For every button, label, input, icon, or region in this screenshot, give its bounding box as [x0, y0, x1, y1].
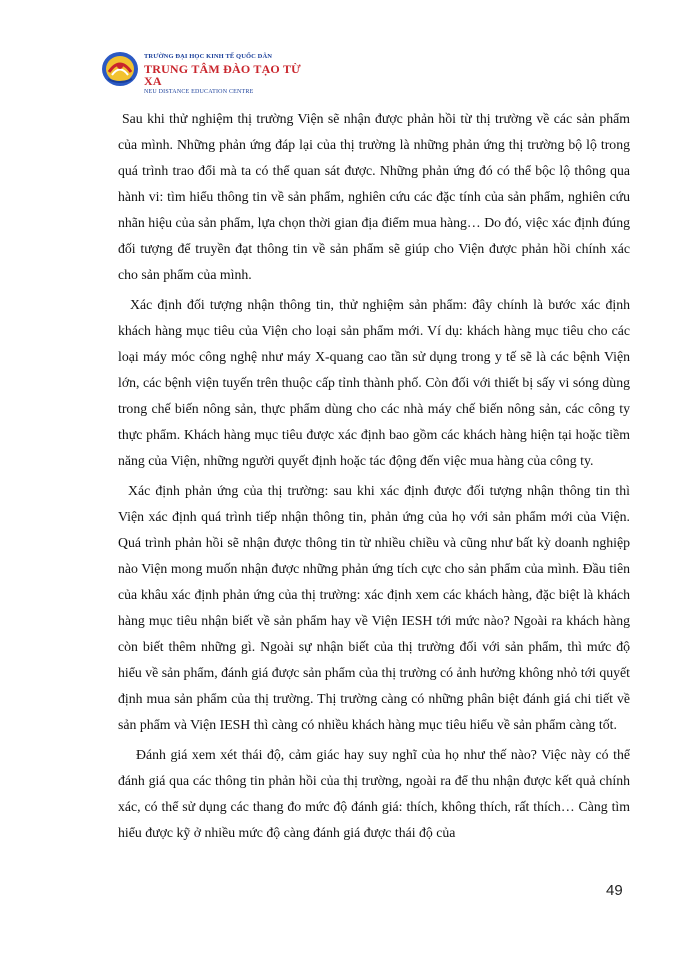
neu-logo-icon [100, 50, 140, 88]
page-number: 49 [606, 882, 623, 899]
university-name: TRƯỜNG ĐẠI HỌC KINH TẾ QUỐC DÂN [144, 53, 273, 60]
page-body [118, 106, 630, 850]
organization-name [144, 54, 320, 95]
paragraph-market-response: Xác định phản ứng của thị trường: sau khi xác định được đối tượng nhận thông tin thì Viện xác định quá trình tiếp nhận thông tin, phản ứng của họ với sản phẩm mới của Viện. Quá trình phản hồi sẽ nhận được thông tin từ nhiều chiều và cũng như bất kỳ doanh nghiệp nào Viện mong muốn nhận được những phản ứng tích cực cho sản phẩm của mình. Đầu tiên của khâu xác định phản ứng của thị trường: xác định xem các khách hàng, đặc biệt là khách hàng mục tiêu nhận biết về sản phẩm hay về Viện IESH tới mức nào? Ngoài ra khách hàng còn biết thêm những gì. Ngoài sự nhận biết của thị trường đối với sản phẩm, thì mức độ hiểu về sản phẩm, đánh giá được sản phẩm của thị trường có ảnh hưởng không nhỏ tới quyết định mua sản phẩm của thị trường. Thị trường càng có những phân biệt đánh giá chi tiết về sản phẩm và Viện IESH thì càng có nhiều khách hàng mục tiêu hiểu về sản phẩm càng tốt. [118, 483, 630, 732]
centre-name: TRUNG TÂM ĐÀO TẠO TỪ XA [144, 61, 301, 88]
paragraph-market-feedback: Sau khi thử nghiệm thị trường Viện sẽ nhận được phản hồi từ thị trường về các sản phẩm của mình. Những phản ứng đáp lại của thị trường là những phản ứng thị trường bộ lộ trong quá trình trao đổi mà ta có thể quan sát được. Những phản ứng đó có thể bộc lộ thông qua hành vi: tìm hiểu thông tin về sản phẩm, nghiên cứu các đặc tính của sản phẩm, nghiên cứu nhãn hiệu của sản phẩm, lựa chọn thời gian địa điểm mua hàng… Do đó, việc xác định đúng đối tượng để truyền đạt thông tin về sản phẩm sẽ giúp cho Viện được phản hồi chính xác cho sản phẩm của mình. [118, 111, 630, 282]
paragraph-target-audience: Xác định đối tượng nhận thông tin, thử nghiệm sản phẩm: đây chính là bước xác định khách hàng mục tiêu của Viện cho loại sản phẩm mới. Ví dụ: khách hàng mục tiêu cho các loại máy móc công nghệ như máy X-quang cao tần sử dụng trong y tế sẽ là các bệnh Viện lớn, các bệnh viện tuyến trên thuộc cấp tỉnh thành phố. Còn đối với thiết bị sấy vi sóng dùng trong chế biến nông sản, thực phẩm dùng cho các nhà máy chế biến nông sản, các công ty thực phẩm. Khách hàng mục tiêu được xác định bao gồm các khách hàng hiện tại hoặc tiềm năng của Viện, những người quyết định hoặc tác động đến việc mua hàng của công ty. [118, 297, 630, 468]
page-header [100, 48, 320, 95]
centre-name-english: NEU DISTANCE EDUCATION CENTRE [144, 88, 254, 95]
paragraph-attitude-evaluation: Đánh giá xem xét thái độ, cảm giác hay suy nghĩ của họ như thế nào? Việc này có thể đánh giá qua các thông tin phản hồi của thị trường, ngoài ra để thu nhận được kết quả chính xác, có thể sử dụng các thang đo mức độ đánh giá: thích, không thích, rất thích… Càng tìm hiểu được kỹ ở nhiều mức độ càng đánh giá được thái độ của [118, 747, 630, 840]
